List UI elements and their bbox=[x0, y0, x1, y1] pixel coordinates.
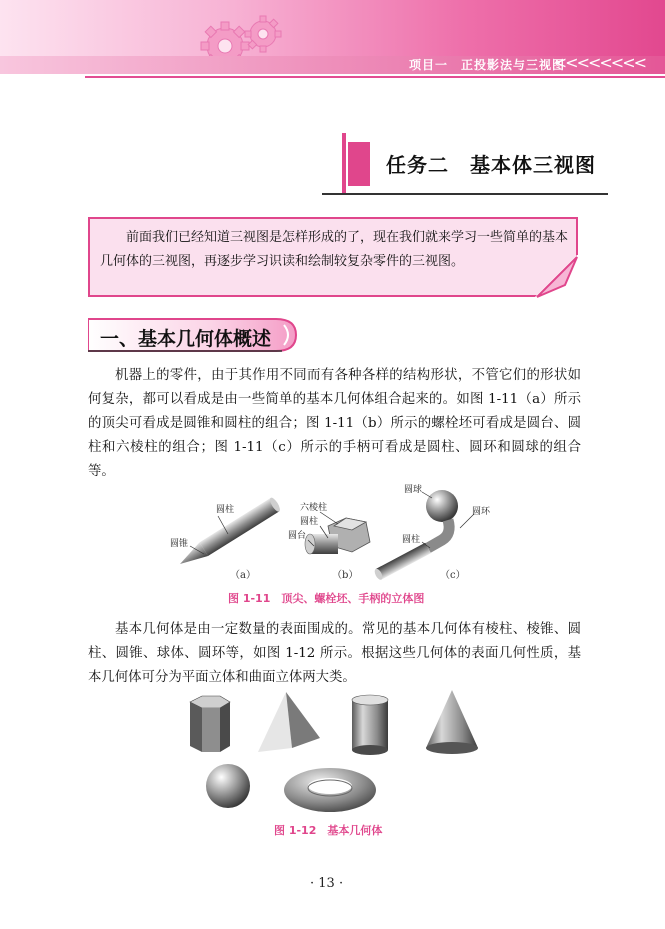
running-title: 项目一 正投影法与三视图 bbox=[408, 58, 565, 72]
label-b-frustum: 圆台 bbox=[288, 531, 307, 541]
pyramid bbox=[258, 692, 320, 752]
task-marker-bar bbox=[342, 133, 346, 195]
sub-label-c: （c） bbox=[440, 570, 466, 581]
label-c-torus: 圆环 bbox=[472, 507, 491, 517]
label-c-cylinder: 圆柱 bbox=[402, 535, 421, 545]
sphere bbox=[206, 764, 250, 808]
label-a-cone: 圆锥 bbox=[170, 539, 189, 549]
task-marker-block bbox=[348, 142, 370, 186]
header-rule bbox=[85, 76, 665, 78]
intro-text: 前面我们已经知道三视图是怎样形成的了，现在我们就来学习一些简单的基本几何体的三视图，再逐步学习识读和绘制较复杂零件的三视图。 bbox=[100, 230, 569, 269]
body-paragraph-2: 基本几何体是由一定数量的表面围成的。常见的基本几何体有棱柱、棱锥、圆柱、圆锥、球体、圆环等，如图 1-12 所示。根据这些几何体的表面几何性质，基本几何体可分为平面立体和曲面立体两大类。 bbox=[88, 622, 581, 685]
label-b-hex-prism: 六棱柱 bbox=[300, 503, 328, 513]
figure-1-11-caption: 图 1-11 顶尖、螺栓坯、手柄的立体图 bbox=[228, 592, 425, 605]
label-b-cylinder: 圆柱 bbox=[300, 517, 319, 527]
page-number: · 13 · bbox=[310, 876, 344, 891]
label-c-sphere: 圆球 bbox=[404, 485, 423, 495]
figure-1-12-caption: 图 1-12 基本几何体 bbox=[274, 824, 383, 837]
cone bbox=[426, 690, 478, 754]
chevron-ornament: <<<<<<<< bbox=[553, 53, 645, 72]
task-title: 任务二 基本体三视图 bbox=[386, 153, 596, 177]
section-title: 一、基本几何体概述 bbox=[100, 328, 272, 350]
body-paragraph-1: 机器上的零件，由于其作用不同而有各种各样的结构形状，不管它们的形状如何复杂，都可以看成是由一些简单的基本几何体组合起来的。如图 1-11（a）所示的顶尖可看成是圆锥和圆柱的组合；图 1-11（b）所示的螺栓坯可看成是圆台、圆柱和六棱柱的组合；图 1-11（c）所示的手柄可看成是圆柱、圆环和圆球的组合等。 bbox=[88, 368, 581, 479]
task-underline bbox=[322, 193, 608, 195]
cylinder bbox=[352, 695, 388, 755]
figure-1-12 bbox=[180, 690, 480, 820]
figure-1-11 bbox=[160, 482, 500, 582]
torus bbox=[284, 768, 376, 812]
hexagonal-prism bbox=[190, 696, 230, 752]
sub-label-a: （a） bbox=[230, 570, 256, 581]
label-a-cylinder: 圆柱 bbox=[216, 505, 235, 515]
sub-label-b: （b） bbox=[332, 570, 359, 581]
